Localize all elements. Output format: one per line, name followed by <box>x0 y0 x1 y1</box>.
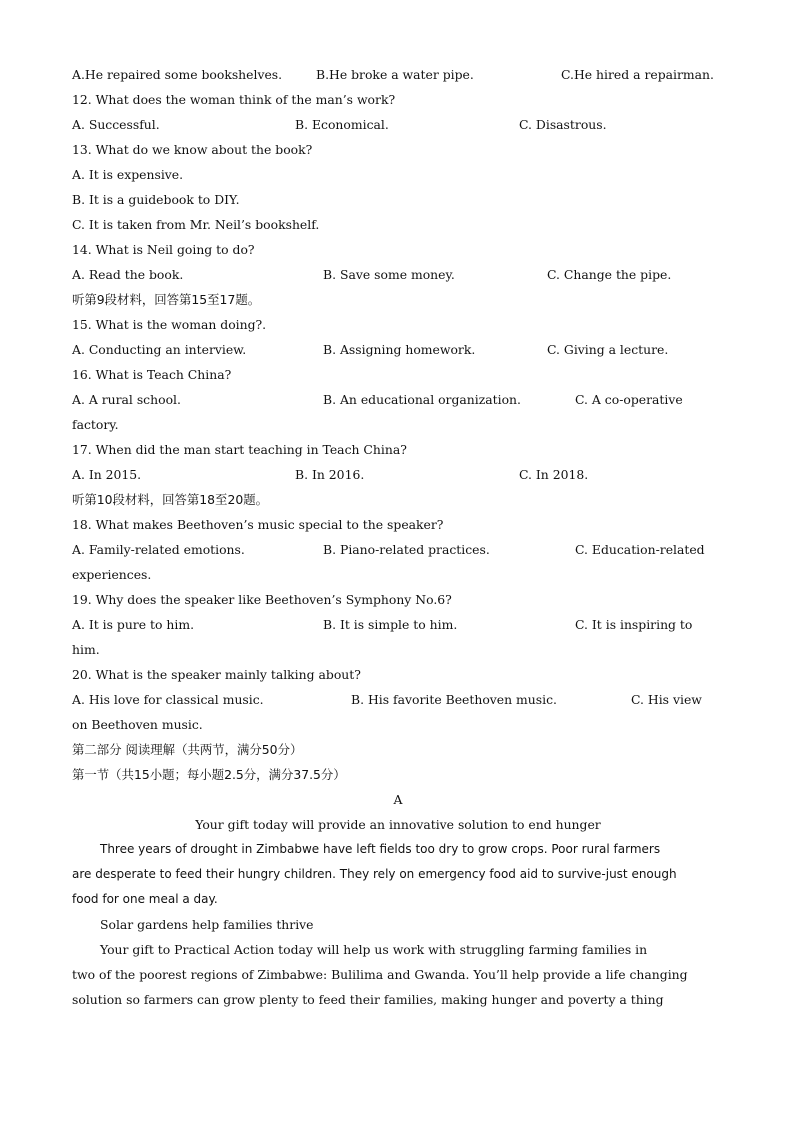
q17-options <box>72 462 724 487</box>
section-10-instruction: 听第10段材料，回答第18至20题。 <box>72 492 268 507</box>
q11-option-a: A.He repaired some bookshelves. <box>72 67 283 82</box>
q18-option-b: B. Piano-related practices. <box>323 542 490 557</box>
part-2-title: 第二部分 阅读理解（共两节，满分50分） <box>72 742 303 757</box>
q15-option-c: C. Giving a lecture. <box>547 342 669 357</box>
q18-option-c: C. Education-related <box>575 542 705 557</box>
exam-page <box>72 62 724 1012</box>
q20-stem: 20. What is the speaker mainly talking about? <box>72 667 361 682</box>
q14-options <box>72 262 724 287</box>
q19-option-c: C. It is inspiring to <box>575 617 693 632</box>
q12-options <box>72 112 724 137</box>
passage-a-p1-line1: Three years of drought in Zimbabwe have left fields too dry to grow crops. Poor rural farmers <box>100 842 661 856</box>
q11-options <box>72 62 724 87</box>
q15-option-b: B. Assigning homework. <box>323 342 476 357</box>
q19-option-c-continued: him. <box>72 642 100 657</box>
q14-option-a: A. Read the book. <box>72 267 184 282</box>
q12-stem: 12. What does the woman think of the man’s work? <box>72 92 396 107</box>
passage-a-title: Your gift today will provide an innovative solution to end hunger <box>195 817 601 832</box>
q20-options <box>72 687 724 712</box>
q16-option-a: A. A rural school. <box>72 392 181 407</box>
q16-options <box>72 387 724 412</box>
q13-option-a: A. It is expensive. <box>72 167 184 182</box>
q18-option-a: A. Family-related emotions. <box>72 542 245 557</box>
q19-options <box>72 612 724 637</box>
q19-stem: 19. Why does the speaker like Beethoven’s Symphony No.6? <box>72 592 452 607</box>
q18-options <box>72 537 724 562</box>
passage-a-p2-line2: two of the poorest regions of Zimbabwe: Bulilima and Gwanda. You’ll help provide a life changing <box>72 967 688 982</box>
passage-a-p1-line3: food for one meal a day. <box>72 892 218 906</box>
q15-option-a: A. Conducting an interview. <box>72 342 247 357</box>
q16-option-c-continued: factory. <box>72 417 119 432</box>
passage-a-subheading: Solar gardens help families thrive <box>100 917 314 932</box>
q16-stem: 16. What is Teach China? <box>72 367 232 382</box>
q19-option-a: A. It is pure to him. <box>72 617 195 632</box>
q19-option-b: B. It is simple to him. <box>323 617 458 632</box>
section-9-instruction: 听第9段材料，回答第15至17题。 <box>72 292 261 307</box>
q20-option-b: B. His favorite Beethoven music. <box>351 692 557 707</box>
q12-option-b: B. Economical. <box>295 117 389 132</box>
passage-a-p2-line3: solution so farmers can grow plenty to feed their families, making hunger and poverty a thing <box>72 992 664 1007</box>
q20-option-c-continued: on Beethoven music. <box>72 717 203 732</box>
q15-options <box>72 337 724 362</box>
passage-a-p2-line1: Your gift to Practical Action today will help us work with struggling farming families in <box>100 942 648 957</box>
q12-option-a: A. Successful. <box>72 117 160 132</box>
q13-option-b: B. It is a guidebook to DIY. <box>72 192 240 207</box>
part-2-section-1-title: 第一节（共15小题；每小题2.5分，满分37.5分） <box>72 767 346 782</box>
q18-option-c-continued: experiences. <box>72 567 152 582</box>
q20-option-c: C. His view <box>631 692 702 707</box>
q17-option-c: C. In 2018. <box>519 467 589 482</box>
q20-option-a: A. His love for classical music. <box>72 692 264 707</box>
q14-option-c: C. Change the pipe. <box>547 267 672 282</box>
q14-stem: 14. What is Neil going to do? <box>72 242 255 257</box>
q18-stem: 18. What makes Beethoven’s music special to the speaker? <box>72 517 444 532</box>
q16-option-c: C. A co-operative <box>575 392 683 407</box>
q16-option-b: B. An educational organization. <box>323 392 521 407</box>
q14-option-b: B. Save some money. <box>323 267 455 282</box>
q17-stem: 17. When did the man start teaching in Teach China? <box>72 442 407 457</box>
q17-option-a: A. In 2015. <box>72 467 142 482</box>
q15-stem: 15. What is the woman doing?. <box>72 317 267 332</box>
q17-option-b: B. In 2016. <box>295 467 365 482</box>
q13-option-c: C. It is taken from Mr. Neil’s bookshelf. <box>72 217 320 232</box>
passage-a-letter: A <box>393 792 403 807</box>
q12-option-c: C. Disastrous. <box>519 117 607 132</box>
q11-option-b: B.He broke a water pipe. <box>316 67 474 82</box>
q13-stem: 13. What do we know about the book? <box>72 142 313 157</box>
q11-option-c: C.He hired a repairman. <box>561 67 714 82</box>
passage-a-p1-line2: are desperate to feed their hungry children. They rely on emergency food aid to survive-just enough <box>72 867 677 881</box>
